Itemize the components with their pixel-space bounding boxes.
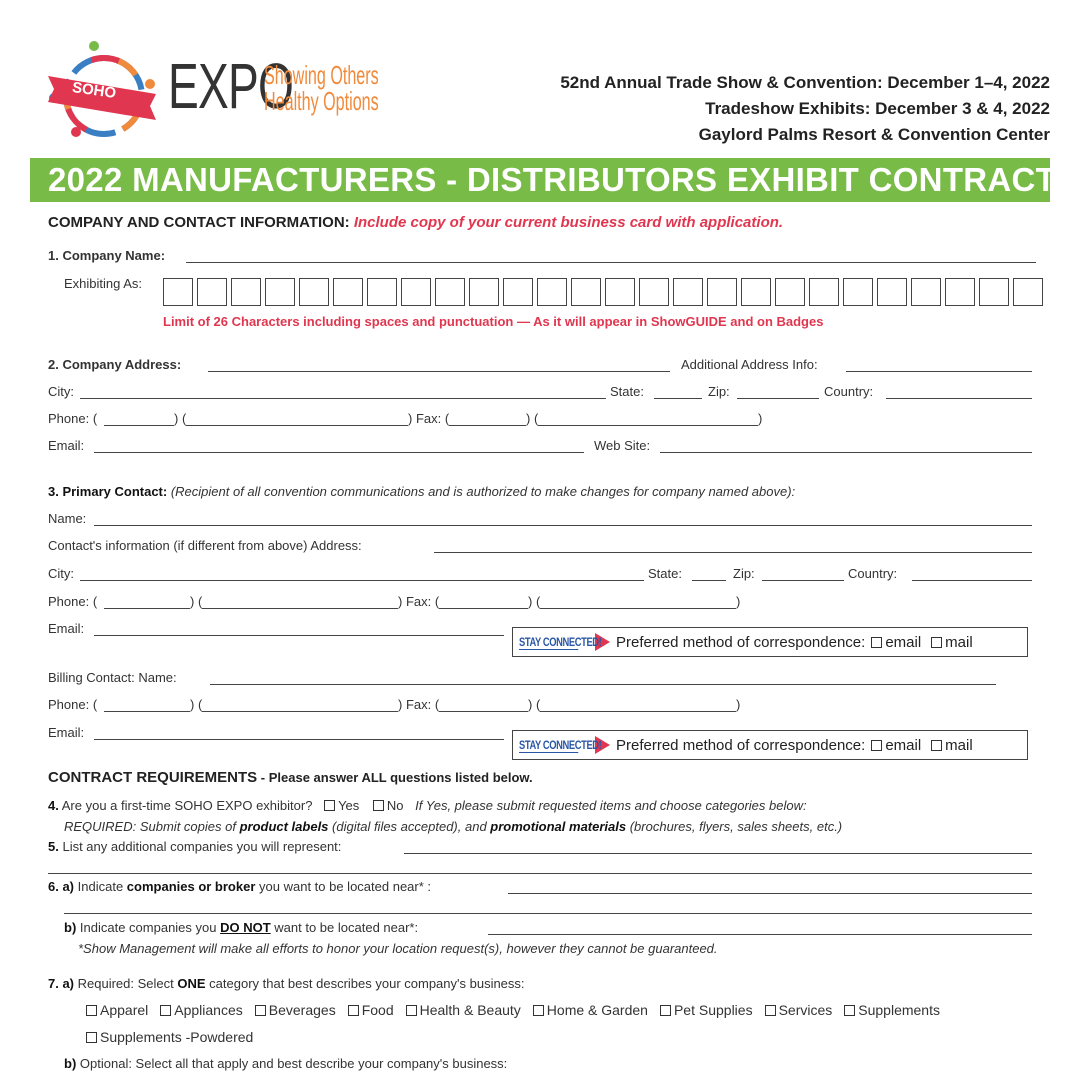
logo-badge-text: SOHO xyxy=(71,79,118,102)
tagline-line-2: Healthy Options xyxy=(264,86,379,116)
pref-email-option[interactable] xyxy=(871,634,921,651)
pref-mail-option[interactable] xyxy=(931,634,973,651)
question-7a xyxy=(48,976,525,991)
character-box[interactable] xyxy=(843,278,873,306)
exhibiting-as-character-boxes[interactable] xyxy=(163,278,1043,306)
category-option[interactable] xyxy=(86,1002,148,1018)
character-box[interactable] xyxy=(639,278,669,306)
primary-address-field[interactable] xyxy=(434,552,1032,553)
q5-field[interactable] xyxy=(404,853,1032,854)
category-option[interactable] xyxy=(160,1002,243,1018)
category-checkbox[interactable] xyxy=(844,1005,855,1016)
primary-contact-heading xyxy=(48,484,795,499)
category-label: Supplements xyxy=(858,1002,940,1018)
primary-state-field[interactable] xyxy=(692,580,726,581)
contract-title-banner: 2022 MANUFACTURERS - DISTRIBUTORS EXHIBIT CONTRACT xyxy=(30,158,1050,202)
q4-number: 4. xyxy=(48,798,59,813)
primary-correspondence-preference xyxy=(512,627,1028,657)
company-address-field[interactable] xyxy=(208,371,670,372)
company-zip-field[interactable] xyxy=(737,398,819,399)
character-box[interactable] xyxy=(197,278,227,306)
q4-req-a: REQUIRED: Submit copies of xyxy=(64,819,240,834)
requirements-heading-note: - Please answer ALL questions listed below. xyxy=(257,770,533,785)
primary-fax-label: ) Fax: ( xyxy=(398,594,440,609)
additional-address-field[interactable] xyxy=(846,371,1032,372)
email-checkbox[interactable] xyxy=(871,637,882,648)
category-option[interactable] xyxy=(406,1002,521,1018)
q7a-text-b: ONE xyxy=(177,976,206,991)
category-options xyxy=(86,1002,952,1018)
q5-text: List any additional companies you will represent: xyxy=(62,839,342,854)
q5-field-line-2[interactable] xyxy=(48,873,1032,874)
company-email-field[interactable] xyxy=(94,452,584,453)
q5-number: 5. xyxy=(48,839,59,854)
company-website-label: Web Site: xyxy=(594,438,651,453)
primary-phone-separator: ) ( xyxy=(190,594,203,609)
primary-contact-note: (Recipient of all convention communications and is authorized to make changes for company named above): xyxy=(170,484,796,499)
character-box[interactable] xyxy=(877,278,907,306)
q6b-text-b: DO NOT xyxy=(220,920,271,935)
primary-name-field[interactable] xyxy=(94,525,1032,526)
q6a-field[interactable] xyxy=(508,893,1032,894)
question-6a xyxy=(48,879,431,894)
primary-city-label: City: xyxy=(48,566,74,581)
q6b-text-a: Indicate companies you xyxy=(79,920,221,935)
category-checkbox[interactable] xyxy=(406,1005,417,1016)
category-label: Beverages xyxy=(268,1002,336,1018)
character-box[interactable] xyxy=(707,278,737,306)
q7b-text: Optional: Select all that apply and best describe your company's business: xyxy=(79,1056,508,1071)
category-label: Apparel xyxy=(100,1002,149,1018)
email-checkbox[interactable] xyxy=(871,740,882,751)
character-box[interactable] xyxy=(571,278,601,306)
category-checkbox[interactable] xyxy=(348,1005,359,1016)
primary-contact-title: 3. Primary Contact: xyxy=(48,484,168,499)
primary-email-field[interactable] xyxy=(94,635,504,636)
character-box[interactable] xyxy=(809,278,839,306)
q4-req-e: (brochures, flyers, sales sheets, etc.) xyxy=(626,819,843,834)
primary-fax-separator: ) ( xyxy=(528,594,541,609)
question-4 xyxy=(48,798,807,813)
business-card-note: Include copy of your current business card with application. xyxy=(353,214,784,231)
q4-required-note xyxy=(64,819,842,834)
company-address-label: 2. Company Address: xyxy=(48,357,182,372)
q4-no-label: No xyxy=(386,798,404,813)
character-box[interactable] xyxy=(401,278,431,306)
q6b-text-c: want to be located near*: xyxy=(270,920,419,935)
q4-req-d: promotional materials xyxy=(490,819,627,834)
tagline xyxy=(264,62,379,114)
q4-req-c: (digital files accepted), and xyxy=(328,819,491,834)
character-box[interactable] xyxy=(1013,278,1043,306)
character-box[interactable] xyxy=(605,278,635,306)
category-options-row-2 xyxy=(86,1029,265,1045)
company-city-label: City: xyxy=(48,384,74,399)
q6a-text-a: Indicate xyxy=(77,879,127,894)
q4-yes-option[interactable] xyxy=(324,798,359,813)
category-label: Pet Supplies xyxy=(673,1002,753,1018)
fax-close-paren: ) xyxy=(758,411,763,426)
billing-name-field[interactable] xyxy=(210,684,996,685)
category-checkbox[interactable] xyxy=(86,1005,97,1016)
company-phone-label: Phone: ( xyxy=(48,411,98,426)
primary-country-label: Country: xyxy=(848,566,898,581)
company-state-label: State: xyxy=(610,384,644,399)
pref-email-label: email xyxy=(885,736,922,754)
category-option[interactable] xyxy=(765,1002,833,1018)
primary-address-label: Contact's information (if different from above) Address: xyxy=(48,538,362,553)
category-checkbox[interactable] xyxy=(765,1005,776,1016)
character-box[interactable] xyxy=(367,278,397,306)
character-box[interactable] xyxy=(333,278,363,306)
billing-email-label: Email: xyxy=(48,725,85,740)
category-option[interactable] xyxy=(533,1002,648,1018)
company-website-field[interactable] xyxy=(660,452,1032,453)
pref-mail-label: mail xyxy=(945,736,973,754)
billing-correspondence-preference xyxy=(512,730,1028,760)
preference-text: Preferred method of correspondence: xyxy=(616,633,866,651)
category-checkbox[interactable] xyxy=(533,1005,544,1016)
requirements-heading-text: CONTRACT REQUIREMENTS xyxy=(48,769,258,786)
character-box[interactable] xyxy=(537,278,567,306)
q4-text: Are you a first-time SOHO EXPO exhibitor? xyxy=(61,798,313,813)
q4-no-option[interactable] xyxy=(373,798,404,813)
q6a-number: 6. a) xyxy=(48,879,75,894)
category-checkbox[interactable] xyxy=(160,1005,171,1016)
primary-email-label: Email: xyxy=(48,621,85,636)
company-email-label: Email: xyxy=(48,438,85,453)
character-box[interactable] xyxy=(163,278,193,306)
company-country-label: Country: xyxy=(824,384,874,399)
fax-separator: ) ( xyxy=(526,411,539,426)
category-checkbox[interactable] xyxy=(660,1005,671,1016)
character-box[interactable] xyxy=(231,278,261,306)
company-section-heading xyxy=(48,214,783,231)
billing-email-field[interactable] xyxy=(94,739,504,740)
stay-connected-badge: STAY CONNECTED! xyxy=(519,737,602,752)
q4-note: If Yes, please submit requested items and choose categories below: xyxy=(415,798,807,813)
billing-name-label: Billing Contact: Name: xyxy=(48,670,177,685)
primary-state-label: State: xyxy=(648,566,682,581)
company-country-field[interactable] xyxy=(886,398,1032,399)
q7a-text-a: Required: Select xyxy=(77,976,178,991)
question-6b xyxy=(64,920,418,935)
company-zip-label: Zip: xyxy=(708,384,730,399)
q4-req-b: product labels xyxy=(239,819,329,834)
character-box[interactable] xyxy=(469,278,499,306)
stay-connected-badge: STAY CONNECTED! xyxy=(519,634,602,649)
pref-mail-label: mail xyxy=(945,633,973,651)
primary-fax-close-paren: ) xyxy=(736,594,741,609)
category-checkbox[interactable] xyxy=(255,1005,266,1016)
pref-mail-option[interactable] xyxy=(931,737,973,754)
primary-zip-field[interactable] xyxy=(762,580,844,581)
character-box[interactable] xyxy=(265,278,295,306)
character-box[interactable] xyxy=(435,278,465,306)
exhibiting-as-label: Exhibiting As: xyxy=(64,276,143,291)
category-label: Appliances xyxy=(174,1002,243,1018)
billing-fax-close-paren: ) xyxy=(736,697,741,712)
category-label: Food xyxy=(361,1002,394,1018)
expo-wordmark: EXPO xyxy=(168,50,294,122)
pref-email-label: email xyxy=(885,633,922,651)
character-box[interactable] xyxy=(911,278,941,306)
character-box[interactable] xyxy=(775,278,805,306)
primary-city-field[interactable] xyxy=(80,580,644,581)
primary-zip-label: Zip: xyxy=(733,566,755,581)
q6a-text-c: you want to be located near* : xyxy=(255,879,432,894)
character-box[interactable] xyxy=(945,278,975,306)
primary-country-field[interactable] xyxy=(912,580,1032,581)
category-option[interactable] xyxy=(660,1002,753,1018)
character-box[interactable] xyxy=(741,278,771,306)
q6a-field-line-2[interactable] xyxy=(64,913,1032,914)
category-option[interactable] xyxy=(255,1002,336,1018)
q4-yes-label: Yes xyxy=(338,798,360,813)
category-label: Home & Garden xyxy=(546,1002,648,1018)
billing-fax-label: ) Fax: ( xyxy=(398,697,440,712)
q6a-text-b: companies or broker xyxy=(126,879,256,894)
phone-separator: ) ( xyxy=(174,411,187,426)
primary-phone-label: Phone: ( xyxy=(48,594,98,609)
q7a-text-c: category that best describes your company's business: xyxy=(205,976,525,991)
primary-name-label: Name: xyxy=(48,511,87,526)
company-name-label: 1. Company Name: xyxy=(48,248,166,263)
additional-address-label: Additional Address Info: xyxy=(681,357,818,372)
character-limit-note: Limit of 26 Characters including spaces and punctuation — As it will appear in ShowGUIDE and on Badges xyxy=(163,314,824,329)
event-line-1: 52nd Annual Trade Show & Convention: December 1–4, 2022 xyxy=(560,73,1050,92)
q4-yes-checkbox[interactable] xyxy=(324,800,335,811)
company-state-field[interactable] xyxy=(654,398,702,399)
category-label: Services xyxy=(778,1002,833,1018)
category-checkbox[interactable] xyxy=(86,1032,97,1043)
character-box[interactable] xyxy=(299,278,329,306)
q7b-number: b) xyxy=(64,1056,77,1071)
q6b-field[interactable] xyxy=(488,934,1032,935)
mail-checkbox[interactable] xyxy=(931,740,942,751)
company-city-field[interactable] xyxy=(80,398,606,399)
q7a-number: 7. a) xyxy=(48,976,75,991)
question-5 xyxy=(48,839,341,854)
category-option[interactable] xyxy=(844,1002,940,1018)
requirements-heading xyxy=(48,769,533,786)
question-7b xyxy=(64,1056,507,1071)
company-fax-label: ) Fax: ( xyxy=(408,411,450,426)
category-option-supplements-powdered[interactable] xyxy=(86,1029,253,1045)
billing-fax-separator: ) ( xyxy=(528,697,541,712)
character-box[interactable] xyxy=(979,278,1009,306)
billing-phone-label: Phone: ( xyxy=(48,697,98,712)
company-heading-text: COMPANY AND CONTACT INFORMATION: xyxy=(48,214,350,231)
q6b-number: b) xyxy=(64,920,77,935)
mail-checkbox[interactable] xyxy=(931,637,942,648)
event-line-3: Gaylord Palms Resort & Convention Center xyxy=(698,125,1050,144)
event-line-2: Tradeshow Exhibits: December 3 & 4, 2022 xyxy=(705,99,1050,118)
pref-email-option[interactable] xyxy=(871,737,921,754)
category-option[interactable] xyxy=(348,1002,394,1018)
character-box[interactable] xyxy=(673,278,703,306)
tagline-line-1: Showing Others xyxy=(264,60,379,90)
q4-no-checkbox[interactable] xyxy=(373,800,384,811)
preference-text: Preferred method of correspondence: xyxy=(616,736,866,754)
event-info xyxy=(560,70,1050,148)
company-name-field[interactable] xyxy=(186,262,1036,263)
category-label: Supplements -Powdered xyxy=(100,1029,254,1045)
character-box[interactable] xyxy=(503,278,533,306)
billing-phone-separator: ) ( xyxy=(190,697,203,712)
category-label: Health & Beauty xyxy=(419,1002,521,1018)
q6-footnote: *Show Management will make all efforts to honor your location request(s), however they cannot be guaranteed. xyxy=(78,941,718,956)
